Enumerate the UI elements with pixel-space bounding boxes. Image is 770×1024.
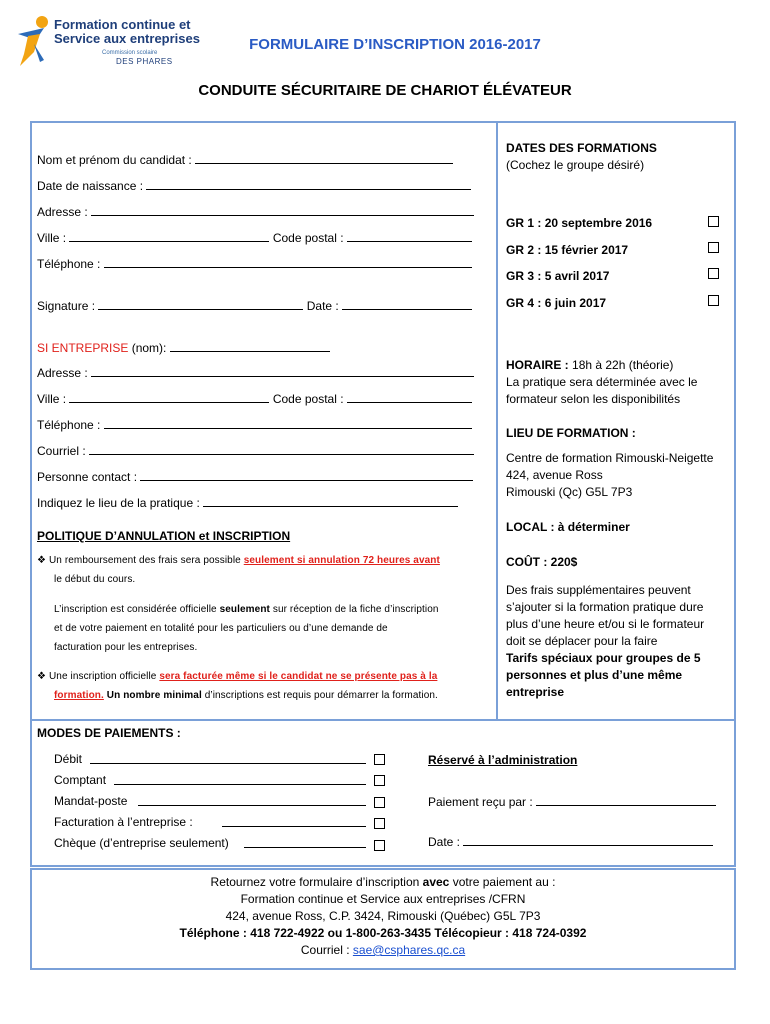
address-label: Adresse : xyxy=(37,205,88,219)
company-contact-row xyxy=(37,469,473,484)
footer-l1-post: votre paiement au : xyxy=(452,875,556,889)
schedule-label: HORAIRE : xyxy=(506,358,569,372)
extra-fees-block xyxy=(506,582,704,701)
group-2-checkbox[interactable] xyxy=(708,242,719,253)
extra-line2: s’ajouter si la formation pratique dure xyxy=(506,600,704,614)
policy-bullet-2 xyxy=(37,667,438,705)
footer-line5 xyxy=(30,942,736,959)
admin-received-label: Paiement reçu par : xyxy=(428,795,533,809)
local-label: LOCAL : à déterminer xyxy=(506,520,630,534)
payment-money-order-checkbox[interactable] xyxy=(374,797,385,808)
policy-p2-bold: seulement xyxy=(219,604,270,615)
phone-label: Téléphone : xyxy=(37,257,101,271)
policy-p2-line2: et de votre paiement en totalité pour les particuliers ou d’une demande de xyxy=(54,623,388,634)
address-row xyxy=(37,204,474,219)
payment-cash-checkbox[interactable] xyxy=(374,775,385,786)
practice-row xyxy=(37,495,458,510)
diamond-bullet-icon: ❖ xyxy=(37,671,47,682)
special-line1: Tarifs spéciaux pour groupes de 5 xyxy=(506,651,701,665)
company-phone-label: Téléphone : xyxy=(37,418,101,432)
company-city-field[interactable] xyxy=(69,391,269,403)
company-address-row xyxy=(37,365,474,380)
policy-b2-post: d’inscriptions est requis pour démarrer la formation. xyxy=(204,690,438,701)
page-subtitle: CONDUITE SÉCURITAIRE DE CHARIOT ÉLÉVATEUR xyxy=(198,82,572,99)
group-4-checkbox[interactable] xyxy=(708,295,719,306)
payment-cheque-checkbox[interactable] xyxy=(374,840,385,851)
company-contact-label: Personne contact : xyxy=(37,470,138,484)
candidate-name-label: Nom et prénom du candidat : xyxy=(37,153,192,167)
city-field[interactable] xyxy=(69,230,269,242)
company-email-label: Courriel : xyxy=(37,444,86,458)
payment-money-order-line xyxy=(138,794,366,806)
postal-label: Code postal : xyxy=(272,231,344,245)
policy-p2-post: sur réception de la fiche d’inscription xyxy=(272,604,439,615)
company-address-field[interactable] xyxy=(91,365,474,377)
policy-bullet-1 xyxy=(37,551,495,589)
schedule-line3: formateur selon les disponibilités xyxy=(506,392,681,406)
payment-money-order-label: Mandat-poste xyxy=(54,794,128,808)
place-line3: Rimouski (Qc) G5L 7P3 xyxy=(506,485,633,499)
footer-l1-pre: Retournez votre formulaire d’inscription xyxy=(210,875,420,889)
extra-line3: plus d’une heure et/ou si le formateur xyxy=(506,617,705,631)
company-email-field[interactable] xyxy=(89,443,474,455)
company-postal-field[interactable] xyxy=(347,391,472,403)
policy-b1-pre: Un remboursement des frais sera possible xyxy=(48,555,241,566)
date-label: Date : xyxy=(306,299,339,313)
phone-field[interactable] xyxy=(104,256,472,268)
logo-line1: Formation continue et xyxy=(54,17,191,32)
extra-line1: Des frais supplémentaires peuvent xyxy=(506,583,691,597)
policy-paragraph-2 xyxy=(54,600,439,657)
payment-invoice-line xyxy=(222,815,366,827)
company-postal-label: Code postal : xyxy=(272,392,344,406)
place-block xyxy=(506,450,713,501)
company-phone-field[interactable] xyxy=(104,417,472,429)
place-line1: Centre de formation Rimouski-Neigette xyxy=(506,451,714,465)
company-phone-row xyxy=(37,417,472,432)
group-1-date: 20 septembre 2016 xyxy=(544,216,653,230)
group-3-checkbox[interactable] xyxy=(708,268,719,279)
policy-p2-pre: L’inscription est considérée officielle xyxy=(54,604,217,615)
payment-debit-checkbox[interactable] xyxy=(374,754,385,765)
payment-cheque-line xyxy=(244,836,366,848)
group-2-label xyxy=(506,242,628,259)
footer-email-link[interactable]: sae@csphares.qc.ca xyxy=(352,943,466,957)
logo-sub: Commission scolaire xyxy=(102,50,158,56)
admin-received-row xyxy=(428,794,716,809)
group-3-code: GR 3 : xyxy=(506,269,542,283)
birth-field[interactable] xyxy=(146,178,471,190)
company-row xyxy=(37,340,330,355)
candidate-name-row xyxy=(37,152,453,167)
policy-b1-post: le début du cours. xyxy=(54,574,136,585)
policy-b2-bold: Un nombre minimal xyxy=(106,690,202,701)
group-2-code: GR 2 : xyxy=(506,243,542,257)
admin-date-row xyxy=(428,834,713,849)
date-field[interactable] xyxy=(342,298,472,310)
city-row xyxy=(37,230,472,245)
group-1-checkbox[interactable] xyxy=(708,216,719,227)
payment-invoice-checkbox[interactable] xyxy=(374,818,385,829)
footer-line4: Téléphone : 418 722-4922 ou 1-800-263-3435 Télécopieur : 418 724-0392 xyxy=(179,926,587,940)
group-3-label xyxy=(506,268,609,285)
policy-heading: POLITIQUE D’ANNULATION et INSCRIPTION xyxy=(37,529,291,543)
place-line2: 424, avenue Ross xyxy=(506,468,603,482)
dates-note: (Cochez le groupe désiré) xyxy=(506,158,645,172)
candidate-name-field[interactable] xyxy=(195,152,453,164)
payment-debit-line xyxy=(90,752,366,764)
footer-text xyxy=(30,874,736,959)
city-label: Ville : xyxy=(37,231,67,245)
signature-row xyxy=(37,298,472,313)
company-city-row xyxy=(37,391,472,406)
footer-l1-bold: avec xyxy=(422,875,450,889)
group-1-label xyxy=(506,215,652,232)
policy-b2-red2: formation. xyxy=(54,690,104,701)
company-heading: SI ENTREPRISE xyxy=(37,341,129,355)
schedule-line2: La pratique sera déterminée avec le xyxy=(506,375,698,389)
birth-label: Date de naissance : xyxy=(37,179,144,193)
company-contact-field[interactable] xyxy=(140,469,473,481)
place-label: LIEU DE FORMATION : xyxy=(506,426,636,440)
group-2-date: 15 février 2017 xyxy=(544,243,629,257)
company-address-label: Adresse : xyxy=(37,366,88,380)
group-4-label xyxy=(506,295,606,312)
company-city-label: Ville : xyxy=(37,392,67,406)
policy-b2-red1: sera facturée même si le candidat ne se présente pas à la xyxy=(159,671,438,682)
payment-money-order-row xyxy=(54,794,127,808)
footer-line2: Formation continue et Service aux entreprises /CFRN xyxy=(240,892,526,906)
admin-date-field[interactable] xyxy=(463,834,713,846)
policy-b2-pre: Une inscription officielle xyxy=(48,671,157,682)
group-4-code: GR 4 : xyxy=(506,296,542,310)
company-name-field[interactable] xyxy=(170,340,330,352)
policy-b1-red: seulement si annulation 72 heures avant xyxy=(243,555,440,566)
practice-field[interactable] xyxy=(203,495,458,507)
practice-label: Indiquez le lieu de la pratique : xyxy=(37,496,200,510)
payment-invoice-label: Facturation à l’entreprise : xyxy=(54,815,193,829)
extra-line4: doit se déplacer pour la faire xyxy=(506,634,658,648)
group-3-date: 5 avril 2017 xyxy=(544,269,610,283)
payment-cash-row xyxy=(54,773,106,787)
payment-heading: MODES DE PAIEMENTS : xyxy=(37,726,181,740)
signature-field[interactable] xyxy=(98,298,303,310)
postal-field[interactable] xyxy=(347,230,472,242)
company-email-row xyxy=(37,443,474,458)
payment-debit-label: Débit xyxy=(54,752,83,766)
admin-date-label: Date : xyxy=(428,835,461,849)
diamond-bullet-icon: ❖ xyxy=(37,555,47,566)
birth-row xyxy=(37,178,471,193)
payment-cheque-label: Chèque (d’entreprise seulement) xyxy=(54,836,229,850)
cost-label: COÛT : 220$ xyxy=(506,555,578,569)
schedule-value: 18h à 22h (théorie) xyxy=(572,358,674,372)
admin-heading: Réservé à l’administration xyxy=(428,753,578,767)
policy-p2-line3: facturation pour les entreprises. xyxy=(54,642,198,653)
special-line3: entreprise xyxy=(506,685,565,699)
payment-cash-label: Comptant xyxy=(54,773,107,787)
footer-line3: 424, avenue Ross, C.P. 3424, Rimouski (Québec) G5L 7P3 xyxy=(225,909,541,923)
admin-received-field[interactable] xyxy=(536,794,716,806)
special-line2: personnes et plus d’une même xyxy=(506,668,683,682)
page-title: FORMULAIRE D’INSCRIPTION 2016-2017 xyxy=(249,36,541,53)
phone-row xyxy=(37,256,472,271)
payment-invoice-row xyxy=(54,815,193,829)
group-4-date: 6 juin 2017 xyxy=(544,296,607,310)
signature-label: Signature : xyxy=(37,299,96,313)
footer-email-label: Courriel : xyxy=(300,943,350,957)
dates-heading: DATES DES FORMATIONS xyxy=(506,141,657,155)
logo-line2: Service aux entreprises xyxy=(54,31,200,46)
payment-cash-line xyxy=(114,773,366,785)
payment-cheque-row xyxy=(54,836,229,850)
address-field[interactable] xyxy=(91,204,474,216)
payment-debit-row xyxy=(54,752,82,766)
group-1-code: GR 1 : xyxy=(506,216,542,230)
company-heading-rest: (nom): xyxy=(131,341,167,355)
footer-line1 xyxy=(30,874,736,891)
logo-name: DES PHARES xyxy=(116,57,173,66)
schedule-block xyxy=(506,357,697,408)
